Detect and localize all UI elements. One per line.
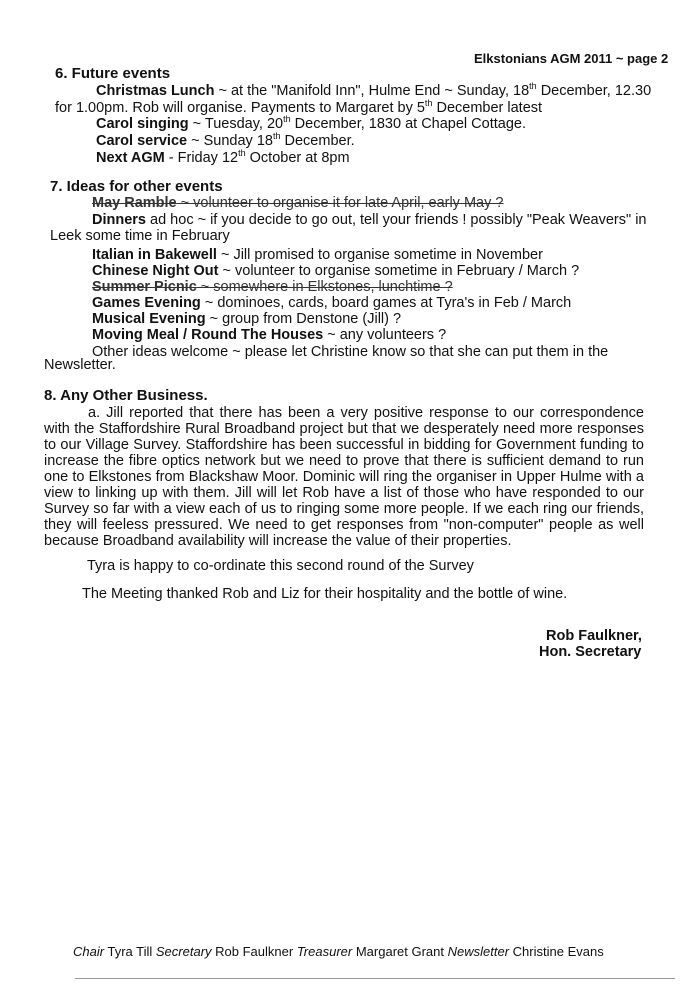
games-label: Games Evening: [92, 295, 201, 311]
footer-rule: [75, 978, 675, 979]
moving-meal-line: [92, 327, 446, 343]
chinese-line: [92, 263, 579, 279]
next-agm-text: - Friday 12: [164, 149, 239, 166]
carol-singing-text-end: December, 1830 at Chapel Cottage.: [290, 115, 526, 132]
carol-service-text-end: December.: [280, 132, 355, 149]
aob-paragraph: a. Jill reported that there has been a very positive response to our correspondence with the Staffordshire Rural Broadband project but that we desperately need more responses to our Village Survey. Staffordshire has been successful in bidding for Government funding to increase the fibre optics network but we need to prove that there is sufficient demand to run one to Elkstones from Blackshaw Moor. Dominic will ring the organiser in Upper Hulme with a view to linking up with them. Jill will let Rob have a list of those who have responded to our Survey so far with a view each of us to ringing some more people. If we each ring our friends, they will feeless pressured. We need to get responses from "non-computer" people as well because Broadband availability will increase the value of their properties.: [44, 405, 644, 549]
musical-line: [92, 311, 401, 327]
carol-singing-line: [96, 114, 526, 132]
next-agm-line: [96, 148, 350, 166]
may-ramble-line: [92, 195, 503, 211]
summer-picnic-text: ~ somewhere in Elkstones, lunchtime ?: [196, 279, 453, 295]
chair-name: Tyra Till: [107, 944, 153, 959]
carol-singing-text: ~ Tuesday, 20: [188, 115, 284, 132]
games-text: ~ dominoes, cards, board games at Tyra's in Feb / March: [200, 295, 572, 311]
thanks-line: The Meeting thanked Rob and Liz for their hospitality and the bottle of wine.: [82, 586, 568, 602]
musical-label: Musical Evening: [92, 311, 206, 327]
moving-meal-label: Moving Meal / Round The Houses: [92, 327, 324, 343]
summer-picnic-line: [92, 279, 453, 295]
chair-label: Chair: [73, 944, 105, 959]
footer-officers: [73, 944, 604, 959]
summer-picnic-label: Summer Picnic: [92, 279, 197, 295]
sup-th: th: [272, 131, 281, 141]
dinners-label: Dinners: [92, 212, 146, 228]
other-ideas-line: Other ideas welcome ~ please let Christine know so that she can put them in the: [92, 344, 609, 360]
christmas-lunch-line: [96, 81, 651, 99]
tyra-line: Tyra is happy to co-ordinate this second round of the Survey: [87, 558, 474, 574]
newsletter-label: Newsletter: [447, 944, 510, 959]
dinners-line: [92, 212, 646, 228]
dinners-text: ad hoc ~ if you decide to go out, tell your friends ! possibly "Peak Weavers" in: [146, 212, 647, 228]
carol-service-label: Carol service: [96, 132, 188, 149]
sup-th: th: [283, 114, 291, 124]
games-line: [92, 295, 571, 311]
christmas-lunch-text: ~ at the "Manifold Inn", Hulme End ~ Sunday, 18: [214, 82, 530, 99]
section-8-heading: 8. Any Other Business.: [44, 387, 208, 404]
other-ideas-line-2: Newsletter.: [44, 357, 116, 373]
christmas-lunch-label: Christmas Lunch: [96, 82, 215, 99]
chinese-text: ~ volunteer to organise sometime in February / March ?: [218, 263, 580, 279]
secretary-label: Secretary: [155, 944, 212, 959]
secretary-name: Rob Faulkner: [215, 944, 294, 959]
musical-text: ~ group from Denstone (Jill) ?: [205, 311, 402, 327]
dinners-line-2: Leek some time in February: [50, 228, 230, 244]
signature-name: Rob Faulkner,: [546, 628, 642, 644]
italian-line: [92, 247, 543, 263]
newsletter-name: Christine Evans: [512, 944, 604, 959]
may-ramble-text: ~ volunteer to organise it for late April, early May ?: [176, 195, 504, 211]
section-7-heading: 7. Ideas for other events: [50, 178, 223, 195]
chinese-label: Chinese Night Out: [92, 263, 219, 279]
christmas-lunch-text-end: December, 12.30: [536, 82, 652, 99]
italian-text: ~ Jill promised to organise sometime in November: [216, 247, 543, 263]
carol-service-line: [96, 131, 355, 149]
section-6-heading: 6. Future events: [55, 65, 171, 82]
next-agm-label: Next AGM: [96, 149, 165, 166]
moving-meal-text: ~ any volunteers ?: [323, 327, 447, 343]
signature-role: Hon. Secretary: [539, 644, 642, 660]
carol-singing-label: Carol singing: [96, 115, 189, 132]
treasurer-label: Treasurer: [296, 944, 353, 959]
sup-th: th: [424, 98, 433, 108]
carol-service-text: ~ Sunday 18: [187, 132, 273, 149]
treasurer-name: Margaret Grant: [355, 944, 444, 959]
sup-th: th: [529, 81, 537, 91]
next-agm-text-end: October at 8pm: [245, 149, 350, 166]
page-header: Elkstonians AGM 2011 ~ page 2: [474, 51, 669, 66]
sup-th: th: [238, 148, 246, 158]
christmas-lunch-payment: for 1.00pm. Rob will organise. Payments to Margaret by 5: [55, 99, 425, 116]
christmas-lunch-payment-end: December latest: [432, 99, 543, 116]
may-ramble-label: May Ramble: [92, 195, 177, 211]
italian-label: Italian in Bakewell: [92, 247, 217, 263]
